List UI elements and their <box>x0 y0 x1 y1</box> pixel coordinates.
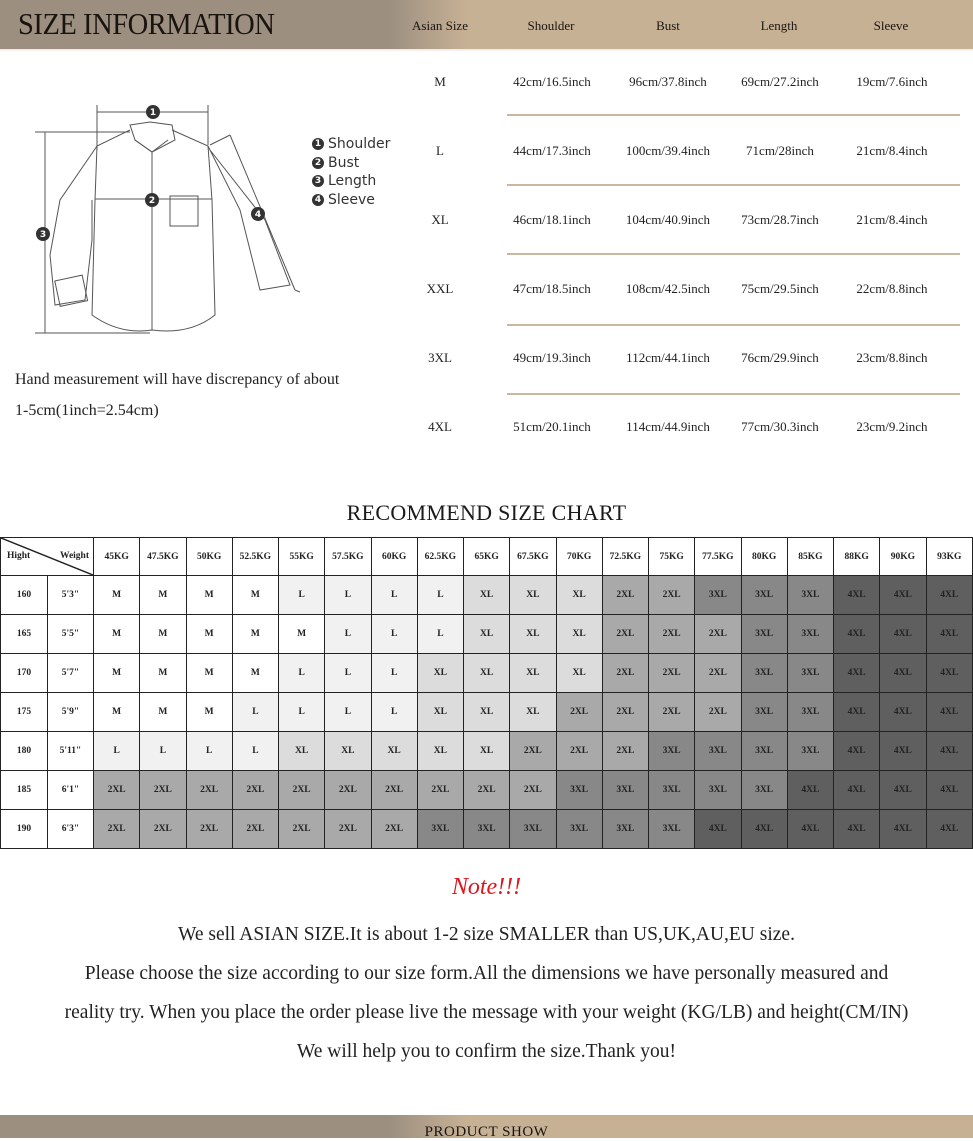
size-cell: 2XL <box>649 615 695 654</box>
size-cell: L <box>279 654 325 693</box>
height-ft: 5'7" <box>48 654 94 693</box>
height-row <box>1 810 973 849</box>
svg-text:3: 3 <box>39 230 47 240</box>
height-row <box>1 771 973 810</box>
column-header-sleeve: Sleeve <box>873 18 909 33</box>
bust-value: 112cm/44.1inch <box>626 350 710 365</box>
height-row <box>1 576 973 615</box>
size-cell: 2XL <box>186 771 232 810</box>
size-cell: XL <box>556 576 602 615</box>
length-value: 76cm/29.9inch <box>741 350 819 365</box>
size-cell: 2XL <box>371 810 417 849</box>
size-cell: M <box>94 654 140 693</box>
bust-value: 96cm/37.8inch <box>629 74 707 89</box>
weight-header: 93KG <box>926 538 973 576</box>
weight-header: 80KG <box>741 538 787 576</box>
note-title: Note!!! <box>451 874 522 900</box>
size-cell: 4XL <box>834 693 880 732</box>
column-header-asian-size: Asian Size <box>412 18 468 33</box>
size-cell: XL <box>464 576 510 615</box>
sleeve-value: 21cm/8.4inch <box>856 212 928 227</box>
size-cell: L <box>371 693 417 732</box>
height-cm: 175 <box>1 693 48 732</box>
size-cell: 2XL <box>140 771 186 810</box>
size-value: L <box>436 143 444 158</box>
size-cell: M <box>94 615 140 654</box>
size-cell: XL <box>417 654 463 693</box>
size-cell: 2XL <box>140 810 186 849</box>
size-cell: 4XL <box>926 693 973 732</box>
size-cell: 2XL <box>325 810 371 849</box>
size-cell: L <box>279 693 325 732</box>
size-cell: 3XL <box>695 576 741 615</box>
hand-measurement-note <box>15 364 415 426</box>
length-value: 71cm/28inch <box>746 143 814 158</box>
size-cell: XL <box>464 654 510 693</box>
height-cm: 165 <box>1 615 48 654</box>
svg-text:1: 1 <box>149 108 157 118</box>
hand-note-line-2: 1-5cm(1inch=2.54cm) <box>15 402 159 419</box>
size-information-banner <box>0 0 973 49</box>
row-divider <box>507 253 960 255</box>
sleeve-value: 22cm/8.8inch <box>856 281 928 296</box>
size-cell: 4XL <box>834 576 880 615</box>
legend-label: Sleeve <box>328 191 375 208</box>
bust-value: 108cm/42.5inch <box>625 281 711 296</box>
size-value: 3XL <box>428 350 452 365</box>
size-cell: M <box>232 615 278 654</box>
legend-label: Length <box>328 173 377 189</box>
height-ft: 5'9" <box>48 693 94 732</box>
size-row <box>390 186 973 255</box>
shoulder-value: 49cm/19.3inch <box>513 350 591 365</box>
size-information-title: SIZE INFORMATION <box>18 6 275 41</box>
size-cell: XL <box>279 732 325 771</box>
height-label: Hight <box>7 551 31 561</box>
shirt-measurement-diagram <box>0 60 420 360</box>
note-line-4: We will help you to confirm the size.Thank you! <box>296 1041 677 1062</box>
weight-header: 47.5KG <box>140 538 186 576</box>
size-cell: 3XL <box>556 771 602 810</box>
size-cell: L <box>325 693 371 732</box>
size-cell: 3XL <box>741 615 787 654</box>
size-cell: 4XL <box>787 810 833 849</box>
size-cell: 4XL <box>787 771 833 810</box>
size-cell: 2XL <box>279 810 325 849</box>
size-cell: 4XL <box>926 615 973 654</box>
number-3-icon: 3 <box>312 175 324 187</box>
size-cell: XL <box>417 732 463 771</box>
size-cell: 2XL <box>232 771 278 810</box>
size-cell: 3XL <box>741 771 787 810</box>
weight-header: 62.5KG <box>417 538 463 576</box>
size-cell: 2XL <box>602 576 648 615</box>
size-cell: XL <box>510 576 556 615</box>
size-cell: M <box>279 615 325 654</box>
size-cell: 4XL <box>880 771 926 810</box>
size-row <box>390 393 973 462</box>
size-cell: 2XL <box>232 810 278 849</box>
size-cell: 3XL <box>649 771 695 810</box>
legend-item-sleeve <box>312 191 390 210</box>
weight-header: 67.5KG <box>510 538 556 576</box>
size-cell: 2XL <box>602 693 648 732</box>
shoulder-value: 47cm/18.5inch <box>513 281 591 296</box>
size-cell: L <box>186 732 232 771</box>
size-row <box>390 48 973 117</box>
size-cell: XL <box>371 732 417 771</box>
size-cell: 2XL <box>602 732 648 771</box>
size-cell: 3XL <box>695 732 741 771</box>
size-cell: 3XL <box>787 654 833 693</box>
weight-header: 70KG <box>556 538 602 576</box>
size-cell: 4XL <box>834 615 880 654</box>
shirt-illustration <box>0 60 420 360</box>
height-cm: 160 <box>1 576 48 615</box>
size-cell: 4XL <box>880 654 926 693</box>
size-cell: M <box>140 654 186 693</box>
size-cell: XL <box>464 693 510 732</box>
legend-label: Shoulder <box>328 136 391 152</box>
size-cell: 4XL <box>834 654 880 693</box>
size-cell: 4XL <box>834 810 880 849</box>
size-value: 4XL <box>428 419 452 434</box>
height-weight-corner <box>1 538 94 576</box>
weight-header: 65KG <box>464 538 510 576</box>
height-row <box>1 732 973 771</box>
height-cm: 190 <box>1 810 48 849</box>
column-header-bust: Bust <box>656 18 680 33</box>
height-ft: 6'1" <box>48 771 94 810</box>
length-value: 69cm/27.2inch <box>741 74 819 89</box>
length-value: 75cm/29.5inch <box>741 281 819 296</box>
size-cell: L <box>325 576 371 615</box>
size-value: M <box>434 74 446 89</box>
row-divider <box>507 184 960 186</box>
size-cell: 4XL <box>926 810 973 849</box>
height-row <box>1 654 973 693</box>
size-cell: 4XL <box>880 576 926 615</box>
height-cm: 170 <box>1 654 48 693</box>
size-cell: L <box>325 615 371 654</box>
size-cell: 4XL <box>926 576 973 615</box>
size-cell: 3XL <box>787 732 833 771</box>
size-cell: 2XL <box>556 693 602 732</box>
size-cell: M <box>186 654 232 693</box>
height-ft: 5'11" <box>48 732 94 771</box>
size-cell: 2XL <box>649 693 695 732</box>
size-cell: 2XL <box>695 615 741 654</box>
size-cell: 2XL <box>649 654 695 693</box>
size-cell: XL <box>325 732 371 771</box>
size-cell: 2XL <box>279 771 325 810</box>
recommend-size-chart <box>0 537 973 849</box>
size-cell: 2XL <box>371 771 417 810</box>
column-header-shoulder: Shoulder <box>527 18 575 33</box>
size-cell: 3XL <box>556 810 602 849</box>
size-cell: L <box>371 654 417 693</box>
size-cell: XL <box>510 654 556 693</box>
recommend-size-chart-title: RECOMMEND SIZE CHART <box>346 500 627 525</box>
size-cell: 2XL <box>510 771 556 810</box>
size-cell: 3XL <box>741 654 787 693</box>
weight-header: 77.5KG <box>695 538 741 576</box>
length-value: 73cm/28.7inch <box>741 212 819 227</box>
size-cell: L <box>417 576 463 615</box>
row-divider <box>507 393 960 395</box>
size-cell: M <box>186 615 232 654</box>
size-row <box>390 117 973 186</box>
number-4-icon: 4 <box>312 194 324 206</box>
shoulder-value: 46cm/18.1inch <box>513 212 591 227</box>
note-line-1: We sell ASIAN SIZE.It is about 1-2 size SMALLER than US,UK,AU,EU size. <box>178 924 795 945</box>
size-cell: 4XL <box>880 732 926 771</box>
row-divider <box>507 114 960 116</box>
size-cell: 2XL <box>417 771 463 810</box>
legend-item-shoulder <box>312 135 390 154</box>
sleeve-value: 19cm/7.6inch <box>856 74 928 89</box>
size-cell: 2XL <box>695 693 741 732</box>
size-cell: 3XL <box>695 771 741 810</box>
size-value: XL <box>431 212 449 227</box>
size-cell: 3XL <box>464 810 510 849</box>
size-cell: 3XL <box>787 615 833 654</box>
size-cell: XL <box>510 615 556 654</box>
size-cell: M <box>140 693 186 732</box>
size-cell: XL <box>464 615 510 654</box>
height-ft: 5'3" <box>48 576 94 615</box>
size-cell: 2XL <box>186 810 232 849</box>
weight-label: Weight <box>59 551 89 561</box>
weight-header: 50KG <box>186 538 232 576</box>
weight-header: 88KG <box>834 538 880 576</box>
height-cm: 180 <box>1 732 48 771</box>
size-cell: 2XL <box>602 654 648 693</box>
size-cell: 4XL <box>880 615 926 654</box>
product-show-title: PRODUCT SHOW <box>424 1124 549 1140</box>
size-cell: 4XL <box>926 771 973 810</box>
size-cell: L <box>94 732 140 771</box>
weight-header: 75KG <box>649 538 695 576</box>
weight-header: 90KG <box>880 538 926 576</box>
height-ft: 6'3" <box>48 810 94 849</box>
bust-value: 114cm/44.9inch <box>626 419 710 434</box>
size-row <box>390 324 973 393</box>
svg-text:2: 2 <box>148 196 156 206</box>
size-value: XXL <box>426 281 454 296</box>
recommend-header-row <box>1 538 973 576</box>
weight-header: 85KG <box>787 538 833 576</box>
row-divider <box>507 324 960 326</box>
size-cell: 3XL <box>741 693 787 732</box>
size-cell: 3XL <box>649 732 695 771</box>
weight-header: 55KG <box>279 538 325 576</box>
sleeve-value: 21cm/8.4inch <box>856 143 928 158</box>
weight-header: 57.5KG <box>325 538 371 576</box>
column-header-length: Length <box>760 18 798 33</box>
height-row <box>1 615 973 654</box>
legend-label: Bust <box>328 154 360 171</box>
size-cell: XL <box>464 732 510 771</box>
number-1-icon: 1 <box>312 138 324 150</box>
note-line-3: reality try. When you place the order please live the message with your weight (KG/LB) and height(CM/IN) <box>64 1002 909 1023</box>
sleeve-value: 23cm/8.8inch <box>856 350 928 365</box>
size-row <box>390 255 973 324</box>
size-cell: 3XL <box>510 810 556 849</box>
size-cell: XL <box>510 693 556 732</box>
shoulder-value: 44cm/17.3inch <box>513 143 591 158</box>
size-cell: 3XL <box>787 576 833 615</box>
size-cell: M <box>186 576 232 615</box>
size-cell: 3XL <box>602 810 648 849</box>
size-cell: L <box>232 693 278 732</box>
size-cell: M <box>232 654 278 693</box>
size-cell: 4XL <box>880 693 926 732</box>
size-cell: 2XL <box>602 615 648 654</box>
size-cell: 3XL <box>787 693 833 732</box>
size-cell: 2XL <box>464 771 510 810</box>
shoulder-value: 42cm/16.5inch <box>513 74 591 89</box>
size-cell: 3XL <box>602 771 648 810</box>
size-cell: L <box>371 615 417 654</box>
size-cell: L <box>325 654 371 693</box>
size-cell: 4XL <box>926 654 973 693</box>
height-ft: 5'5" <box>48 615 94 654</box>
number-2-icon: 2 <box>312 157 324 169</box>
weight-header: 72.5KG <box>602 538 648 576</box>
weight-header: 60KG <box>371 538 417 576</box>
size-cell: M <box>140 615 186 654</box>
bust-value: 104cm/40.9inch <box>625 212 711 227</box>
size-cell: M <box>140 576 186 615</box>
measurement-legend <box>312 135 390 209</box>
height-cm: 185 <box>1 771 48 810</box>
size-cell: L <box>232 732 278 771</box>
product-show-banner <box>0 1115 973 1138</box>
size-cell: 4XL <box>834 771 880 810</box>
size-cell: 2XL <box>510 732 556 771</box>
size-cell: 4XL <box>926 732 973 771</box>
legend-item-bust <box>312 154 390 173</box>
size-cell: M <box>186 693 232 732</box>
size-cell: 3XL <box>417 810 463 849</box>
size-cell: XL <box>417 693 463 732</box>
size-cell: XL <box>556 615 602 654</box>
size-cell: 2XL <box>325 771 371 810</box>
height-row <box>1 693 973 732</box>
length-value: 77cm/30.3inch <box>741 419 819 434</box>
size-cell: L <box>417 615 463 654</box>
size-cell: XL <box>556 654 602 693</box>
shoulder-value: 51cm/20.1inch <box>513 419 591 434</box>
size-cell: M <box>94 693 140 732</box>
hand-note-line-1: Hand measurement will have discrepancy of about <box>15 371 340 388</box>
size-cell: 3XL <box>741 576 787 615</box>
bust-value: 100cm/39.4inch <box>625 143 711 158</box>
size-cell: L <box>371 576 417 615</box>
size-cell: M <box>94 576 140 615</box>
legend-item-length <box>312 172 390 191</box>
size-cell: 2XL <box>695 654 741 693</box>
size-cell: L <box>279 576 325 615</box>
size-cell: 2XL <box>556 732 602 771</box>
size-cell: 3XL <box>741 732 787 771</box>
sleeve-value: 23cm/9.2inch <box>856 419 928 434</box>
note-line-2: Please choose the size according to our size form.All the dimensions we have personally measured and <box>84 963 889 984</box>
size-cell: 4XL <box>880 810 926 849</box>
weight-header: 45KG <box>94 538 140 576</box>
size-cell: 4XL <box>695 810 741 849</box>
size-cell: 4XL <box>834 732 880 771</box>
size-cell: 4XL <box>741 810 787 849</box>
weight-header: 52.5KG <box>232 538 278 576</box>
size-cell: 2XL <box>649 576 695 615</box>
size-cell: 2XL <box>94 810 140 849</box>
size-cell: M <box>232 576 278 615</box>
size-cell: 3XL <box>649 810 695 849</box>
size-cell: L <box>140 732 186 771</box>
svg-text:4: 4 <box>254 210 262 220</box>
size-cell: 2XL <box>94 771 140 810</box>
